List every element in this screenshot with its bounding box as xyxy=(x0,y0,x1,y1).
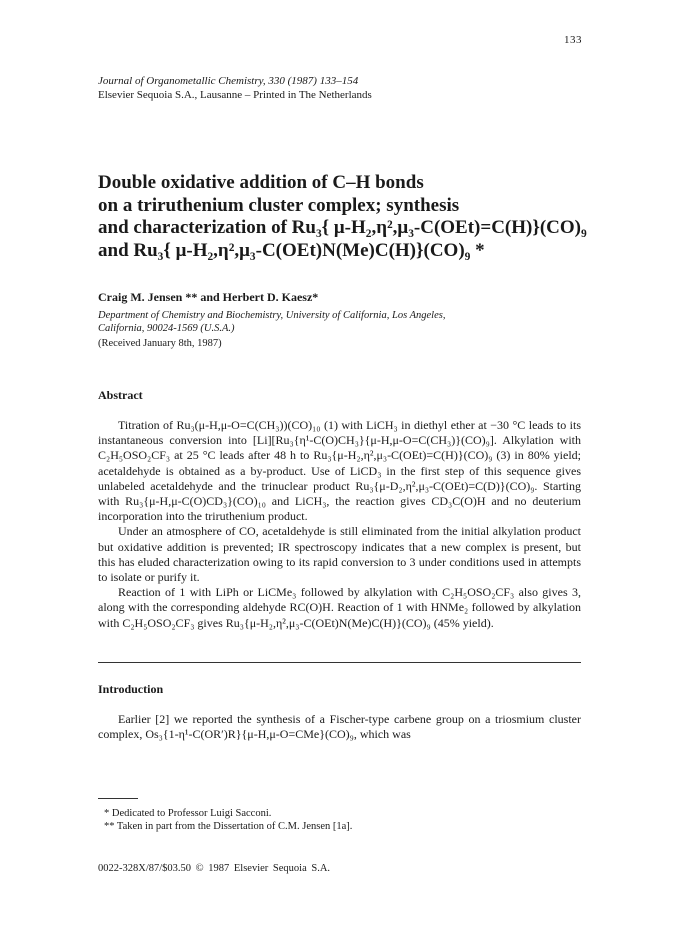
author-list: Craig M. Jensen ** and Herbert D. Kaesz* xyxy=(98,290,319,304)
introduction-heading: Introduction xyxy=(98,682,164,696)
page-number: 133 xyxy=(564,34,582,46)
title-line-2: on a triruthenium cluster complex; synthesis xyxy=(98,194,460,216)
section-divider xyxy=(98,662,581,663)
introduction-body xyxy=(98,712,581,742)
abstract-heading: Abstract xyxy=(98,388,143,402)
journal-header xyxy=(98,74,578,102)
title-line-4: and Ru₃{ μ-H₂,η²,μ₃-C(OEt)N(Me)C(H)}(CO)₉ * xyxy=(98,239,485,261)
abstract-paragraph-2: Under an atmosphere of CO, acetaldehyde is still eliminated from the initial alkylation product but oxidative addition is prevented; IR spectroscopy indicates that a new complex is present, but this has eluded characterization owing to its rapid conversion to 3 under conditions used in attempts to isolate or purify it. xyxy=(98,524,581,585)
footnotes xyxy=(104,807,352,833)
title-line-1: Double oxidative addition of C–H bonds xyxy=(98,172,424,193)
affiliation-line-1: Department of Chemistry and Biochemistry, University of California, Los Angeles, xyxy=(98,310,446,321)
introduction-paragraph-1: Earlier [2] we reported the synthesis of a Fischer-type carbene group on a triosmium cluster complex, Os₃{1-η¹-C(OR′)R}{μ-H,μ-O=CMe}(CO)₉, which was xyxy=(98,712,581,742)
footnote-2: ** Taken in part from the Dissertation of C.M. Jensen [1a]. xyxy=(104,821,353,832)
abstract-body xyxy=(98,418,581,631)
abstract-paragraph-3: Reaction of 1 with LiPh or LiCMe₃ followed by alkylation with C₂H₅OSO₂CF₃ also gives 3, along with the corresponding aldehyde RC(O)H. Reaction of 1 with HNMe₂ followed by alkylation with C₂H₅OSO₂CF₃ gives Ru₃{μ-H₂,η²,μ₃-C(OEt)N(Me)C(H)}(CO)₉ (45% yield). xyxy=(98,585,581,630)
received-date: (Received January 8th, 1987) xyxy=(98,338,222,349)
footnote-1: * Dedicated to Professor Luigi Sacconi. xyxy=(104,808,272,819)
abstract-paragraph-1: Titration of Ru₃(μ-H,μ-O=C(CH₃))(CO)₁₀ (1) with LiCH₃ in diethyl ether at −30 °C leads to its instantaneous conversion into [Li][Ru₃{η¹-C(O)CH₃}{μ-H,μ-O=C(CH₃)}(CO)₉]. Alkylation with C₂H₅OSO₂CF₃ at 25 °C leads after 48 h to Ru₃{μ-H₂,η²,μ₃-C(OEt)=C(H)}(CO)₉ (3) in 80% yield; acetaldehyde is obtained as a by-product. Use of LiCD₃ in the first step of this sequence gives unlabeled acetaldehyde and the trinuclear product Ru₃{μ-D₂,η²,μ₃-C(OEt)=C(D)}(CO)₉. Starting with Ru₃{μ-H,μ-C(O)CD₃}(CO)₁₀ and LiCH₃, the reaction gives CD₃C(O)H and no deuterium incorporation into the triruthenium product. xyxy=(98,418,581,524)
affiliation-line-2: California, 90024-1569 (U.S.A.) xyxy=(98,323,235,334)
title-line-3: and characterization of Ru₃{ μ-H₂,η²,μ₃-C(OEt)=C(H)}(CO)₉ xyxy=(98,217,587,238)
publisher-line: Elsevier Sequoia S.A., Lausanne – Printed in The Netherlands xyxy=(98,89,372,101)
article-title xyxy=(98,172,588,262)
affiliation xyxy=(98,309,568,335)
footnote-divider xyxy=(98,798,138,799)
issn-copyright-line: 0022-328X/87/$03.50 © 1987 Elsevier Sequoia S.A. xyxy=(98,863,331,874)
journal-citation: Journal of Organometallic Chemistry, 330 (1987) 133–154 xyxy=(98,75,359,87)
